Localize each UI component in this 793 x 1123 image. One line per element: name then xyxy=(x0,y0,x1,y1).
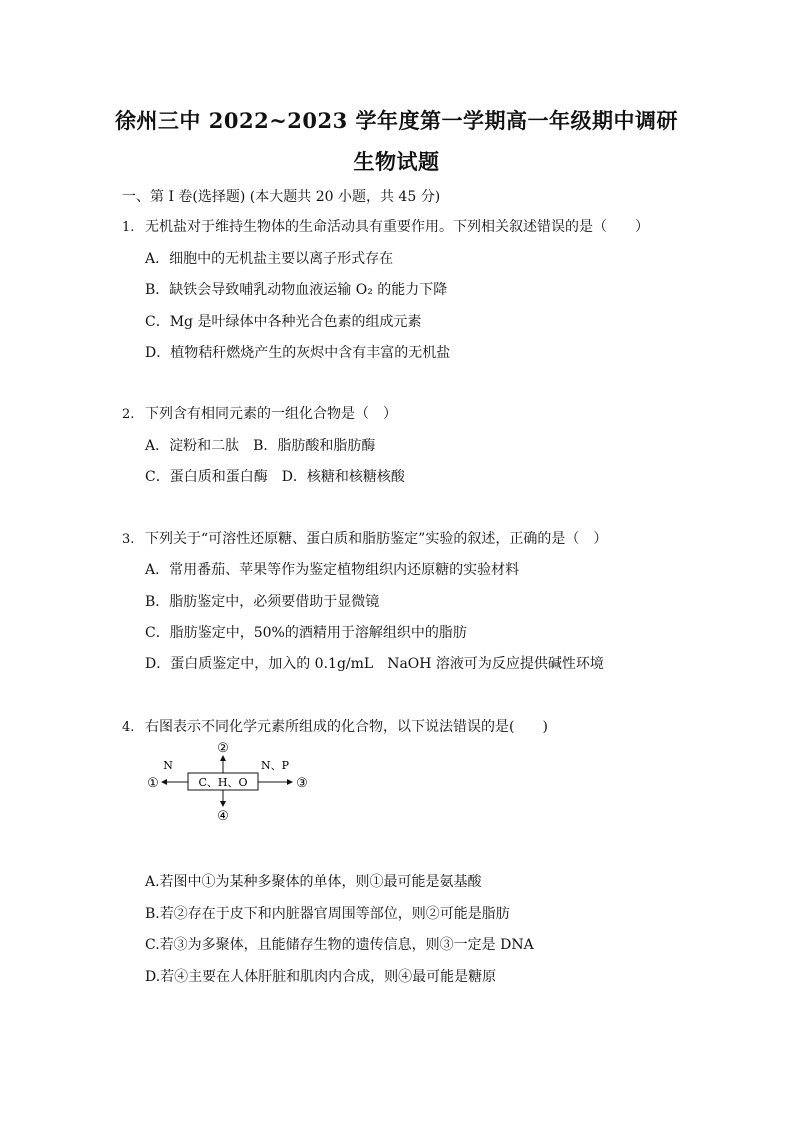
exam-title: 徐州三中 2022~2023 学年度第一学期高一年级期中调研 xyxy=(114,108,679,133)
option: C．蛋白质和蛋白酶 D．核糖和核糖核酸 xyxy=(145,469,405,485)
question-stem: 下列含有相同元素的一组化合物是（ ） xyxy=(145,406,397,422)
compound-diagram xyxy=(140,736,330,826)
option: D.若④主要在人体肝脏和肌肉内合成，则④最可能是糖原 xyxy=(145,969,497,985)
option: B．脂肪鉴定中，必须要借助于显微镜 xyxy=(145,594,380,610)
question-stem: 无机盐对于维持生物体的生命活动具有重要作用。下列相关叙述错误的是（ ） xyxy=(145,219,649,235)
element-label-left: N xyxy=(163,759,173,772)
option: A．淀粉和二肽 B．脂肪酸和脂肪酶 xyxy=(145,438,376,454)
label-2: ② xyxy=(217,741,229,756)
option: B.若②存在于皮下和内脏器官周围等部位，则②可能是脂肪 xyxy=(145,906,510,922)
option: D．植物秸秆燃烧产生的灰烬中含有丰富的无机盐 xyxy=(145,345,451,361)
question-number: 2. xyxy=(122,407,135,422)
option: A．常用番茄、苹果等作为鉴定植物组织内还原糖的实验材料 xyxy=(145,562,520,578)
question-stem: 右图表示不同化学元素所组成的化合物，以下说法错误的是( ) xyxy=(145,719,548,735)
label-3: ③ xyxy=(296,776,308,791)
question-number: 4. xyxy=(122,720,135,735)
option: B．缺铁会导致哺乳动物血液运输 O₂ 的能力下降 xyxy=(145,282,448,298)
question-number: 3. xyxy=(122,532,135,547)
question-stem: 下列关于“可溶性还原糖、蛋白质和脂肪鉴定”实验的叙述，正确的是（ ） xyxy=(145,531,608,547)
option: C.若③为多聚体，且能储存生物的遗传信息，则③一定是 DNA xyxy=(145,937,534,953)
option: C．Mg 是叶绿体中各种光合色素的组成元素 xyxy=(145,314,422,330)
center-label: C、H、O xyxy=(198,776,248,789)
option: A．细胞中的无机盐主要以离子形式存在 xyxy=(145,251,394,267)
option: D．蛋白质鉴定中，加入的 0.1g/mL NaOH 溶液可为反应提供碱性环境 xyxy=(145,656,604,672)
question-number: 1. xyxy=(122,220,135,235)
label-1: ① xyxy=(147,776,159,791)
element-label-right: N、P xyxy=(260,759,290,772)
label-4: ④ xyxy=(217,809,229,824)
section-heading: 一、第 I 卷(选择题) (本大题共 20 小题，共 45 分) xyxy=(122,189,441,205)
option: A.若图中①为某种多聚体的单体，则①最可能是氨基酸 xyxy=(145,874,482,890)
option: C．脂肪鉴定中，50%的酒精用于溶解组织中的脂肪 xyxy=(145,625,467,641)
exam-subtitle: 生物试题 xyxy=(353,149,440,174)
